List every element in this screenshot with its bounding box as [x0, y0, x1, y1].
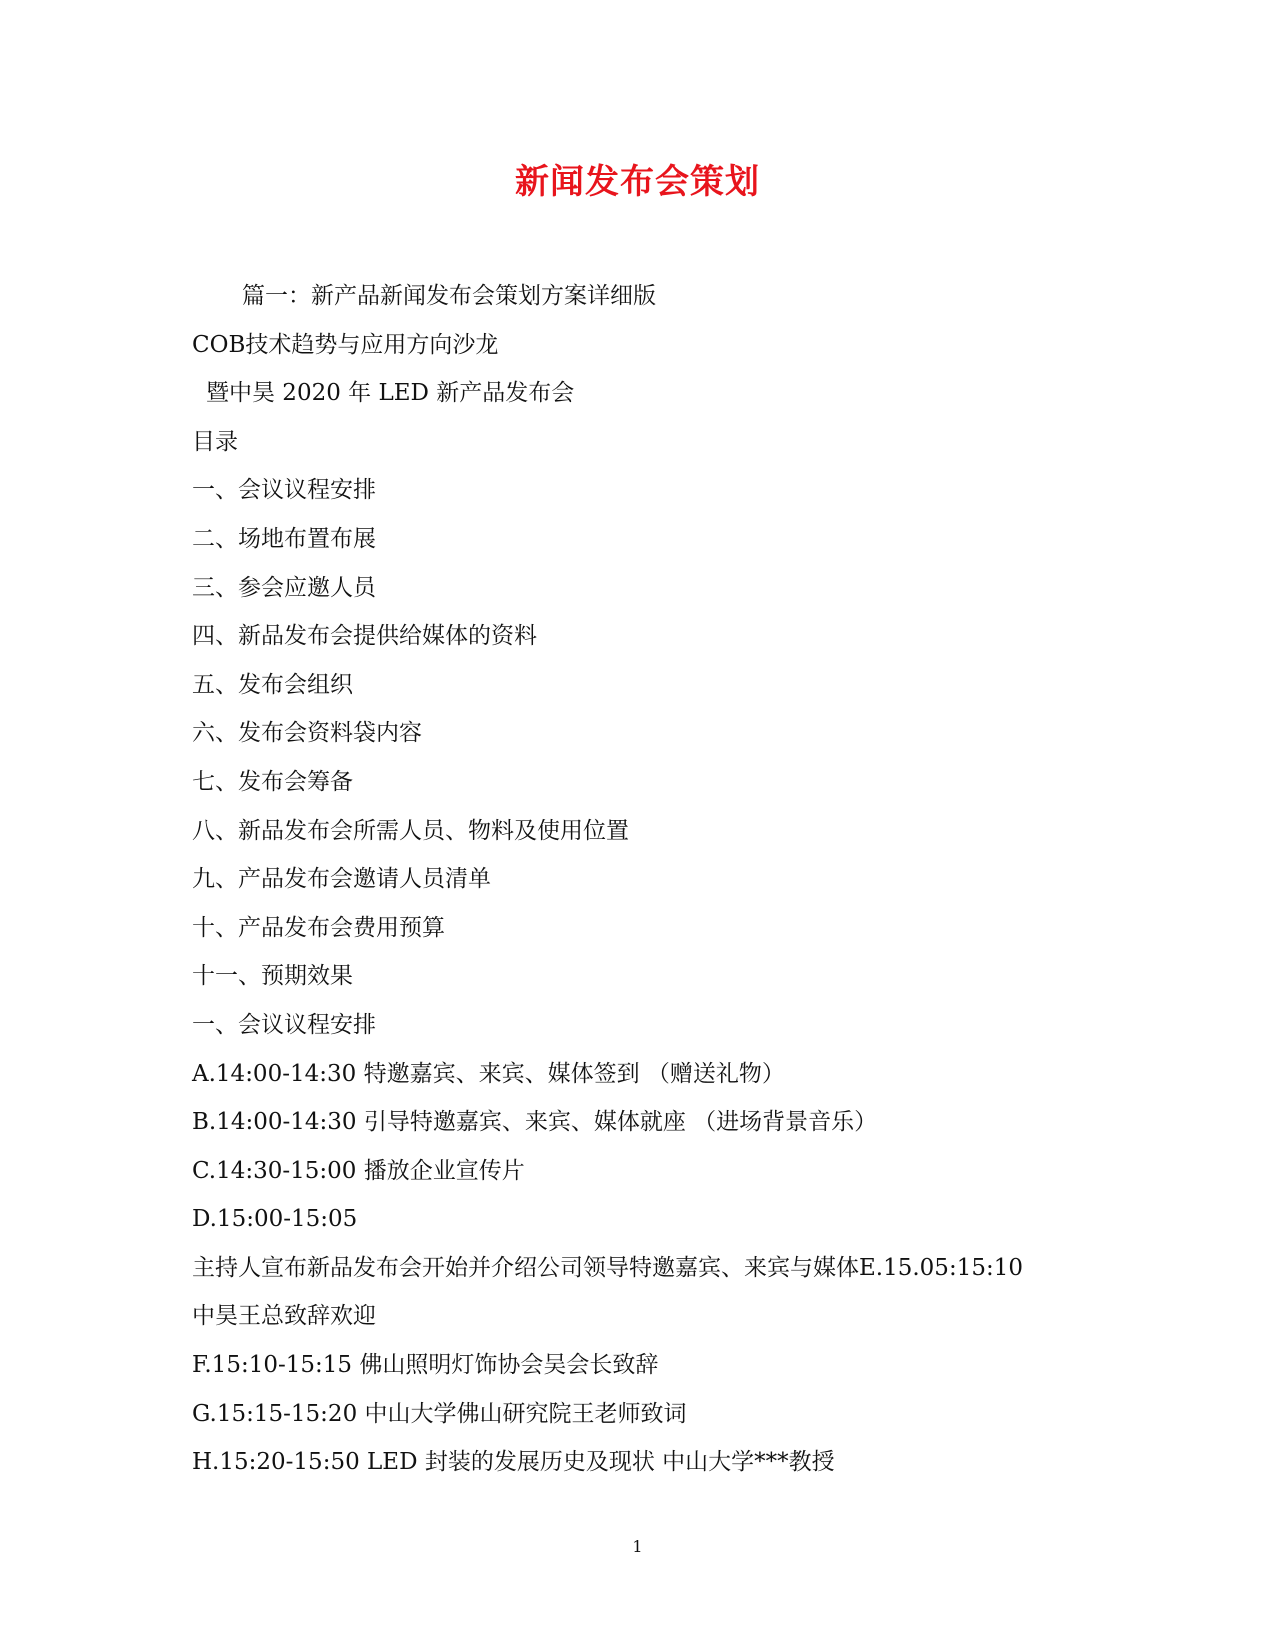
- toc-item: 三、参会应邀人员: [192, 574, 376, 601]
- agenda-item: G.15:15-15:20 中山大学佛山研究院王老师致词: [192, 1400, 687, 1427]
- toc-heading: 目录: [192, 428, 238, 455]
- toc-item: 二、场地布置布展: [192, 525, 376, 552]
- agenda-item: A.14:00-14:30 特邀嘉宾、来宾、媒体签到 （赠送礼物）: [192, 1060, 785, 1087]
- section-heading: 篇一：新产品新闻发布会策划方案详细版: [242, 283, 656, 309]
- subtitle-line: COB技术趋势与应用方向沙龙: [192, 331, 499, 358]
- toc-item: 五、发布会组织: [192, 671, 353, 698]
- toc-item: 九、产品发布会邀请人员清单: [192, 866, 491, 893]
- agenda-item: 主持人宣布新品发布会开始并介绍公司领导特邀嘉宾、来宾与媒体E.15.05:15:10: [192, 1254, 1023, 1281]
- agenda-item: B.14:00-14:30 引导特邀嘉宾、来宾、媒体就座 （进场背景音乐）: [192, 1109, 878, 1136]
- agenda-item: F.15:10-15:15 佛山照明灯饰协会吴会长致辞: [192, 1352, 659, 1379]
- toc-item: 八、新品发布会所需人员、物料及使用位置: [192, 817, 629, 844]
- document-title: 新闻发布会策划: [515, 162, 760, 202]
- page-number: 1: [632, 1537, 643, 1556]
- toc-item: 一、会议议程安排: [192, 477, 376, 504]
- toc-item: 十一、预期效果: [192, 963, 353, 990]
- agenda-item: 中昊王总致辞欢迎: [192, 1303, 376, 1330]
- toc-item: 六、发布会资料袋内容: [192, 720, 422, 747]
- toc-item: 四、新品发布会提供给媒体的资料: [192, 623, 537, 650]
- section-heading: 一、会议议程安排: [192, 1011, 376, 1038]
- toc-item: 十、产品发布会费用预算: [192, 914, 445, 941]
- toc-item: 七、发布会筹备: [192, 768, 353, 795]
- agenda-item: H.15:20-15:50 LED 封装的发展历史及现状 中山大学***教授: [192, 1449, 835, 1476]
- document-body: [192, 272, 1092, 1487]
- agenda-item: C.14:30-15:00 播放企业宣传片: [192, 1157, 525, 1184]
- agenda-item: D.15:00-15:05: [192, 1206, 358, 1233]
- subtitle-line: 暨中昊 2020 年 LED 新产品发布会: [206, 380, 575, 407]
